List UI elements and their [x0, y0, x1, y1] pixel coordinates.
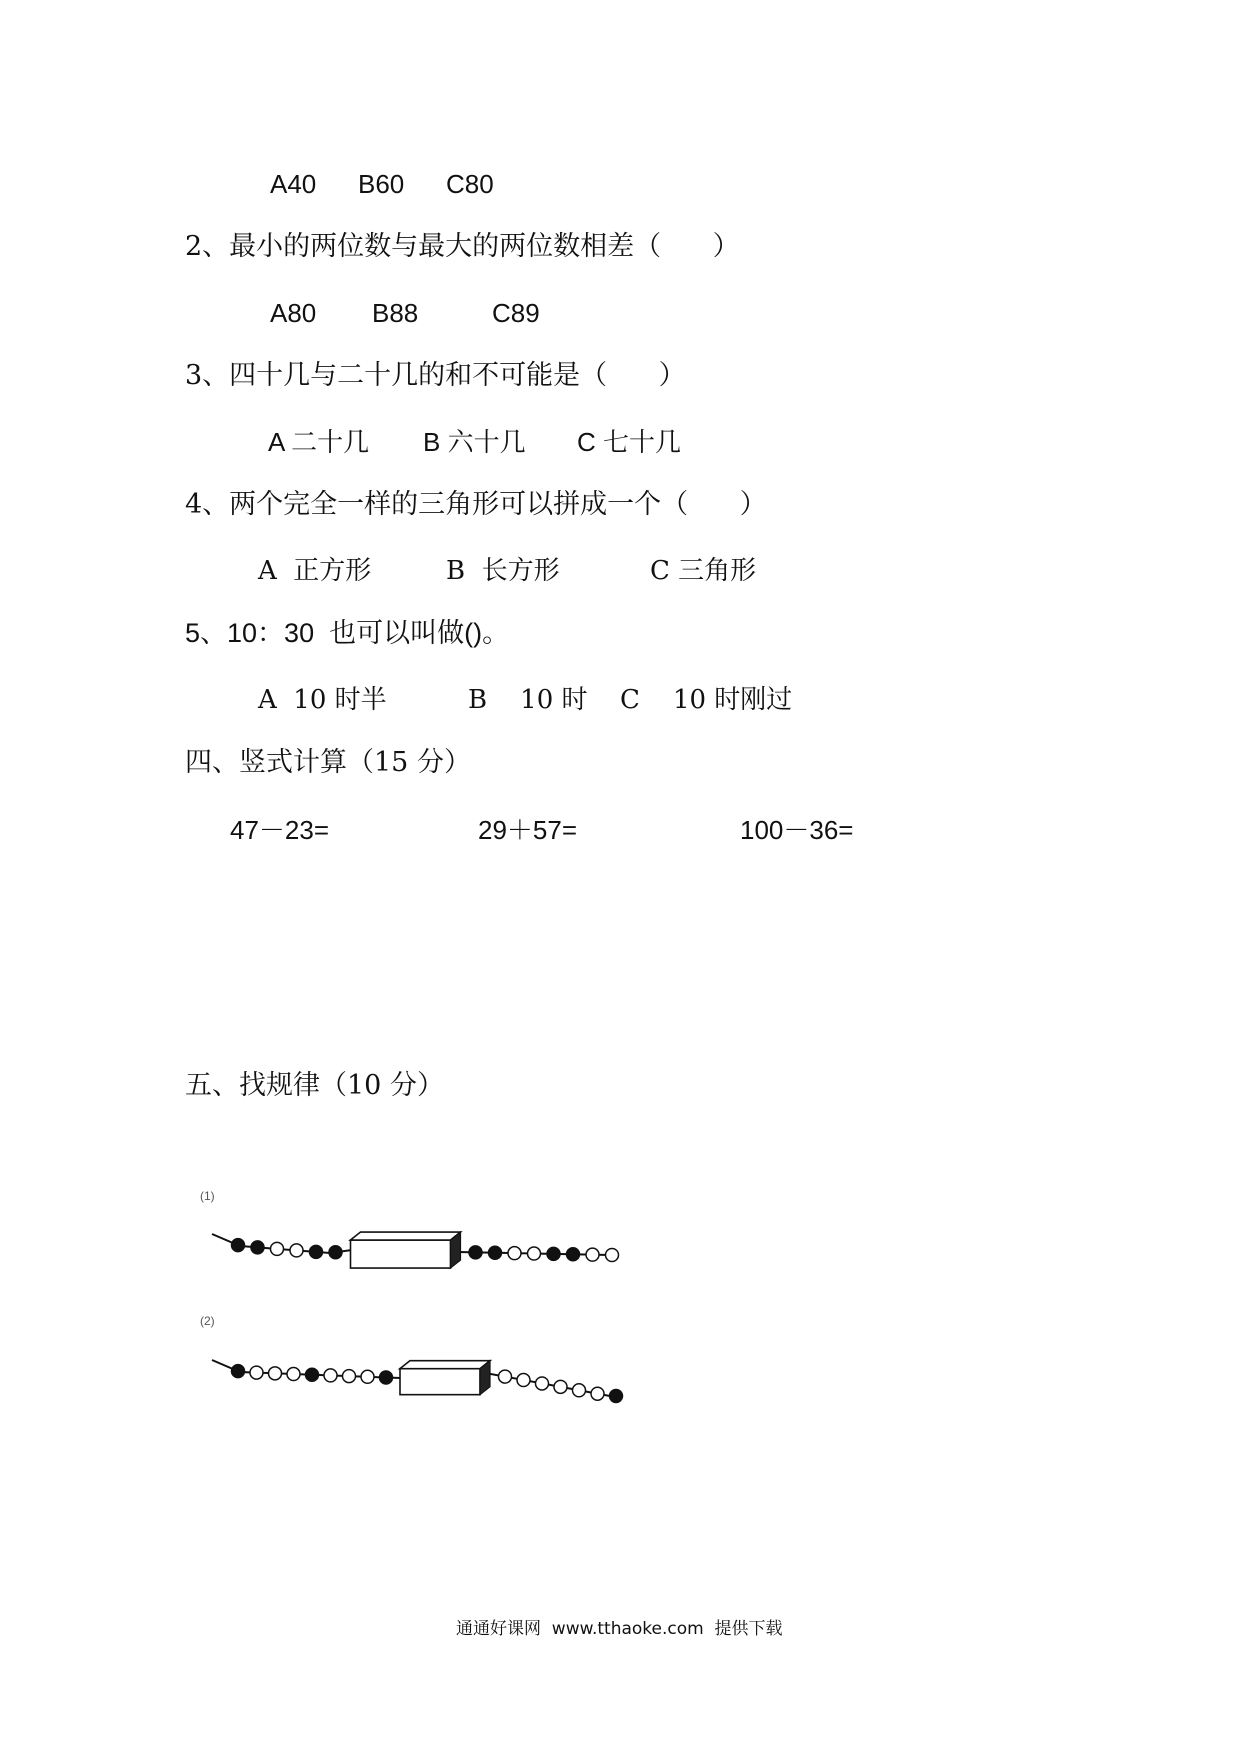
q5-option-b: B 10 时: [468, 685, 588, 715]
q5-option-a: A 10 时半: [258, 685, 387, 715]
white-bead: [361, 1370, 374, 1383]
q4-option-b: B 长方形: [446, 556, 560, 586]
q1-option-b: B60: [358, 169, 405, 199]
white-bead: [250, 1366, 263, 1379]
calc-problem-1: 47－23=: [230, 815, 330, 845]
q1-option-a: A40: [270, 169, 317, 199]
white-bead: [324, 1369, 337, 1382]
q2-option-a: A80: [270, 298, 317, 328]
question-3-text: 3、四十几与二十几的和不可能是（ ）: [185, 360, 686, 391]
question-5-text: 5、10：30 也可以叫做()。: [185, 618, 510, 648]
black-bead: [232, 1365, 245, 1378]
black-bead: [306, 1368, 319, 1381]
question-4-text: 4、两个完全一样的三角形可以拼成一个（ ）: [185, 489, 767, 520]
pattern-2-label: (2): [200, 1314, 215, 1328]
q2-option-c: C89: [492, 298, 540, 328]
black-bead: [610, 1390, 623, 1403]
white-bead: [269, 1367, 282, 1380]
white-bead: [499, 1370, 512, 1383]
q5-option-c: C 10 时刚过: [620, 685, 793, 715]
black-bead: [380, 1371, 393, 1384]
white-bead: [287, 1368, 300, 1381]
q3-option-b: B 六十几: [423, 427, 526, 457]
q4-option-c: C 三角形: [650, 556, 757, 586]
q3-option-c: C 七十几: [577, 427, 682, 457]
calc-problem-3: 100－36=: [740, 815, 854, 845]
page-footer: 通通好课网 www.tthaoke.com 提供下载: [456, 1619, 783, 1639]
calc-problem-2: 29＋57=: [478, 815, 578, 845]
white-bead: [591, 1387, 604, 1400]
white-bead: [573, 1384, 586, 1397]
white-bead: [536, 1377, 549, 1390]
box-covered-beads: [400, 1361, 490, 1395]
section-4-title: 四、竖式计算（15 分）: [185, 747, 471, 778]
q4-option-a: A 正方形: [258, 556, 372, 586]
q1-option-c: C80: [446, 169, 494, 199]
q3-option-a: A 二十几: [268, 427, 370, 457]
question-2-text: 2、最小的两位数与最大的两位数相差（ ）: [185, 231, 740, 262]
white-bead: [343, 1370, 356, 1383]
white-bead: [554, 1380, 567, 1393]
pattern-1-label: (1): [200, 1189, 215, 1203]
q2-option-b: B88: [372, 298, 419, 328]
white-bead: [517, 1374, 530, 1387]
section-5-title: 五、找规律（10 分）: [185, 1070, 444, 1101]
